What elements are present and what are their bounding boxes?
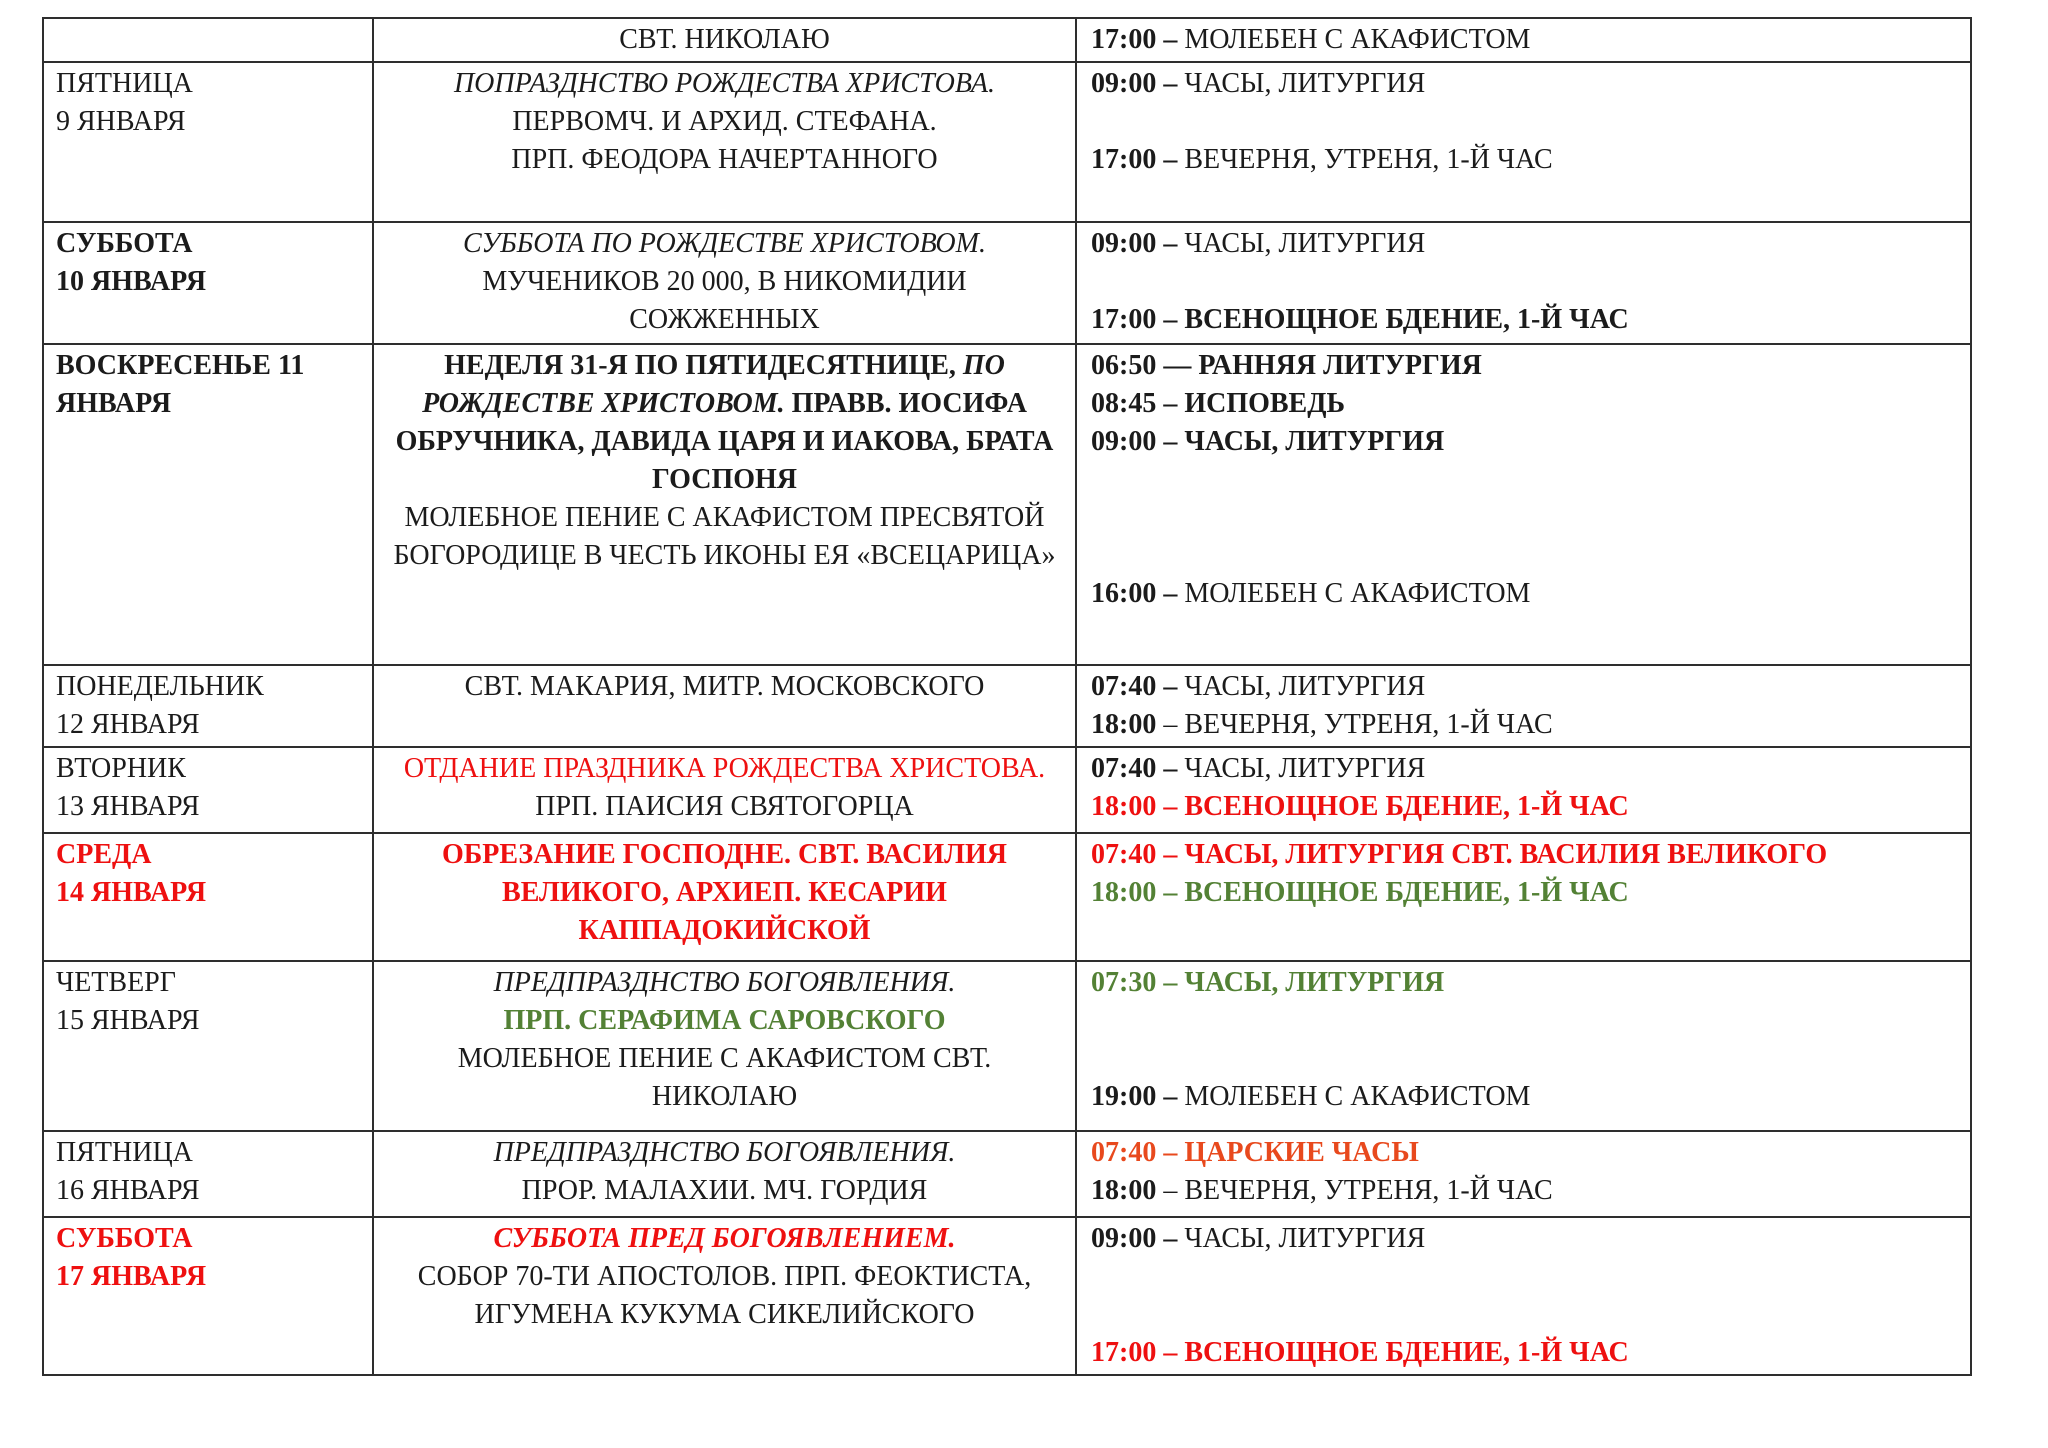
blank-line [1091,1258,1960,1296]
day-cell [43,18,373,62]
day-line: ЯНВАРЯ [56,388,172,419]
schedule-body [43,18,1971,1375]
text-run: ЧАСЫ, ЛИТУРГИЯ [1177,228,1426,259]
text-run: МУЧЕНИКОВ 20 000, В НИКОМИДИИ СОЖЖЕННЫХ [482,266,967,335]
day-line: ПЯТНИЦА [56,1137,193,1168]
text-run: 17:00 – ВСЕНОЩНОЕ БДЕНИЕ, 1-Й ЧАС [1091,1337,1629,1368]
text-run: 19:00 – [1091,1081,1178,1112]
feast-cell [373,222,1076,344]
text-run: 08:45 – ИСПОВЕДЬ [1091,388,1346,419]
text-run: 18:00 [1091,1175,1157,1206]
text-run: НЕДЕЛЯ 31-Я ПО ПЯТИДЕСЯТНИЦЕ, [444,350,963,381]
day-line: ВТОРНИК [56,753,186,784]
blank-line [1091,461,1960,499]
service-line [1091,65,1960,103]
day-cell [43,961,373,1131]
feast-paragraph [386,347,1063,499]
services-cell [1076,222,1971,344]
text-run: 18:00 – ВСЕНОЩНОЕ БДЕНИЕ, 1-Й ЧАС [1091,791,1629,822]
text-run: 06:50 — РАННЯЯ ЛИТУРГИЯ [1091,350,1482,381]
feast-paragraph [386,1220,1063,1258]
day-line: 12 ЯНВАРЯ [56,709,200,740]
blank-line [1091,1002,1960,1040]
text-run: ПЕРВОМЧ. И АРХИД. СТЕФАНА. [512,106,937,137]
text-run: 09:00 – [1091,1223,1178,1254]
services-cell [1076,62,1971,222]
text-run: ЧАСЫ, ЛИТУРГИЯ [1177,671,1426,702]
feast-paragraph [386,1172,1063,1210]
service-line [1091,225,1960,263]
feast-paragraph [386,1258,1063,1334]
day-line: 17 ЯНВАРЯ [56,1261,207,1292]
services-cell [1076,1217,1971,1375]
feast-paragraph [386,225,1063,263]
text-run: МОЛЕБЕН С АКАФИСТОМ [1177,578,1531,609]
feast-paragraph [386,750,1063,826]
table-row [43,222,1971,344]
feast-paragraph [386,141,1063,179]
feast-cell [373,833,1076,961]
text-run: ПОПРАЗДНСТВО РОЖДЕСТВА ХРИСТОВА. [453,68,996,99]
day-cell [43,1217,373,1375]
service-line [1091,1134,1960,1172]
feast-paragraph [386,499,1063,575]
service-line [1091,706,1960,744]
service-line [1091,668,1960,706]
day-line: ПОНЕДЕЛЬНИК [56,671,264,702]
table-row [43,18,1971,62]
text-run: ЧАСЫ, ЛИТУРГИЯ [1177,1223,1426,1254]
blank-line [1091,1040,1960,1078]
service-line [1091,1172,1960,1210]
table-row [43,1131,1971,1217]
day-cell [43,344,373,665]
text-run: ПРП. СЕРАФИМА САРОВСКОГО [503,1005,946,1036]
feast-cell [373,344,1076,665]
blank-line [1091,537,1960,575]
day-line: СУББОТА [56,228,193,259]
text-run: 07:40 – [1091,671,1178,702]
text-run: 09:00 – [1091,68,1178,99]
blank-line [1091,103,1960,141]
text-run: 17:00 – ВСЕНОЩНОЕ БДЕНИЕ, 1-Й ЧАС [1091,304,1629,335]
service-line [1091,750,1960,788]
services-cell [1076,344,1971,665]
blank-line [1091,1296,1960,1334]
feast-paragraph [386,21,1063,59]
service-line [1091,964,1960,1002]
text-run: ОТДАНИЕ ПРАЗДНИКА РОЖДЕСТВА ХРИСТОВА. [403,753,1046,784]
text-run: ПРП. ФЕОДОРА НАЧЕРТАННОГО [511,144,938,175]
feast-paragraph [386,836,1063,950]
service-line [1091,788,1960,826]
day-cell [43,833,373,961]
text-run: ПО РОЖДЕСТВЕ ХРИСТОВОМ. [422,350,1005,419]
day-line: ПЯТНИЦА [56,68,193,99]
services-cell [1076,747,1971,833]
text-run: 07:40 – [1091,753,1178,784]
text-run: ПРОР. МАЛАХИИ. МЧ. ГОРДИЯ [521,1175,928,1206]
text-run: 17:00 – [1091,24,1178,55]
service-line [1091,874,1960,912]
day-line: 10 ЯНВАРЯ [56,266,207,297]
day-cell [43,1131,373,1217]
services-cell [1076,18,1971,62]
feast-cell [373,747,1076,833]
service-line [1091,575,1960,613]
day-line: ЧЕТВЕРГ [56,967,176,998]
text-run: 07:40 – ЦАРСКИЕ ЧАСЫ [1091,1137,1419,1168]
text-run: МОЛЕБЕН С АКАФИСТОМ [1177,1081,1531,1112]
day-line: СУББОТА [56,1223,193,1254]
text-run: ЧАСЫ, ЛИТУРГИЯ [1177,753,1426,784]
service-line [1091,1334,1960,1372]
text-run: 07:40 – ЧАСЫ, ЛИТУРГИЯ СВТ. ВАСИЛИЯ ВЕЛИКОГО [1091,839,1828,870]
text-run: 18:00 – ВСЕНОЩНОЕ БДЕНИЕ, 1-Й ЧАС [1091,877,1629,908]
text-run: СОБОР 70-ТИ АПОСТОЛОВ. ПРП. ФЕОКТИСТА, ИГУМЕНА КУКУМА СИКЕЛИЙСКОГО [417,1261,1032,1330]
day-cell [43,62,373,222]
text-run: МОЛЕБЕН С АКАФИСТОМ [1177,24,1531,55]
services-cell [1076,665,1971,747]
day-cell [43,747,373,833]
day-cell [43,222,373,344]
text-run: СВТ. МАКАРИЯ, МИТР. МОСКОВСКОГО [464,671,985,702]
services-cell [1076,961,1971,1131]
table-row [43,62,1971,222]
text-run: 09:00 – [1091,228,1178,259]
schedule-table [42,17,1972,1376]
feast-paragraph [386,1040,1063,1116]
table-row [43,665,1971,747]
feast-cell [373,961,1076,1131]
blank-line [1091,499,1960,537]
blank-line [1091,263,1960,301]
day-line: 14 ЯНВАРЯ [56,877,207,908]
feast-paragraph [386,1134,1063,1172]
text-run: МОЛЕБНОЕ ПЕНИЕ С АКАФИСТОМ СВТ. НИКОЛАЮ [457,1043,992,1112]
text-run: 09:00 – ЧАСЫ, ЛИТУРГИЯ [1091,426,1445,457]
day-line: СРЕДА [56,839,152,870]
text-run: – ВЕЧЕРНЯ, УТРЕНЯ, 1-Й ЧАС [1156,1175,1553,1206]
feast-paragraph [386,1002,1063,1040]
feast-paragraph [386,103,1063,141]
day-line: 15 ЯНВАРЯ [56,1005,200,1036]
table-row [43,747,1971,833]
service-line [1091,21,1960,59]
service-line [1091,347,1960,385]
feast-cell [373,1217,1076,1375]
feast-cell [373,665,1076,747]
service-line [1091,141,1960,179]
day-cell [43,665,373,747]
text-run: ОБРЕЗАНИЕ ГОСПОДНЕ. СВТ. ВАСИЛИЯ ВЕЛИКОГО, АРХИЕП. КЕСАРИИ КАППАДОКИЙСКОЙ [442,839,1007,946]
service-line [1091,301,1960,339]
service-line [1091,1220,1960,1258]
table-row [43,344,1971,665]
feast-cell [373,18,1076,62]
service-line [1091,385,1960,423]
text-run: 07:30 – ЧАСЫ, ЛИТУРГИЯ [1091,967,1445,998]
text-run: 16:00 – [1091,578,1178,609]
text-run: СУББОТА ПРЕД БОГОЯВЛЕНИЕМ. [493,1223,956,1254]
table-row [43,833,1971,961]
text-run: ПРП. ПАИСИЯ СВЯТОГОРЦА [535,791,914,822]
service-line [1091,423,1960,461]
day-line: 13 ЯНВАРЯ [56,791,200,822]
text-run: 18:00 [1091,709,1157,740]
text-run: ЧАСЫ, ЛИТУРГИЯ [1177,68,1426,99]
text-run: СУББОТА ПО РОЖДЕСТВЕ ХРИСТОВОМ. [463,228,986,259]
table-row [43,1217,1971,1375]
text-run: ПРЕДПРАЗДНСТВО БОГОЯВЛЕНИЯ. [493,967,956,998]
feast-paragraph [386,65,1063,103]
text-run: МОЛЕБНОЕ ПЕНИЕ С АКАФИСТОМ ПРЕСВЯТОЙ БОГОРОДИЦЕ В ЧЕСТЬ ИКОНЫ ЕЯ «ВСЕЦАРИЦА» [393,502,1056,571]
feast-paragraph [386,668,1063,706]
text-run: ПРАВВ. ИОСИФА ОБРУЧНИКА, ДАВИДА ЦАРЯ И ИАКОВА, БРАТА ГОСПОНЯ [395,388,1054,495]
feast-cell [373,1131,1076,1217]
day-line: ВОСКРЕСЕНЬЕ 11 [56,350,305,381]
text-run: ВЕЧЕРНЯ, УТРЕНЯ, 1-Й ЧАС [1177,144,1553,175]
text-run: СВТ. НИКОЛАЮ [619,24,830,55]
service-line [1091,836,1960,874]
table-row [43,961,1971,1131]
services-cell [1076,833,1971,961]
text-run: – ВЕЧЕРНЯ, УТРЕНЯ, 1-Й ЧАС [1156,709,1553,740]
day-line: 9 ЯНВАРЯ [56,106,186,137]
text-run: ПРЕДПРАЗДНСТВО БОГОЯВЛЕНИЯ. [493,1137,956,1168]
text-run: 17:00 – [1091,144,1178,175]
feast-paragraph [386,263,1063,339]
feast-paragraph [386,964,1063,1002]
feast-cell [373,62,1076,222]
service-line [1091,1078,1960,1116]
day-line: 16 ЯНВАРЯ [56,1175,200,1206]
services-cell [1076,1131,1971,1217]
